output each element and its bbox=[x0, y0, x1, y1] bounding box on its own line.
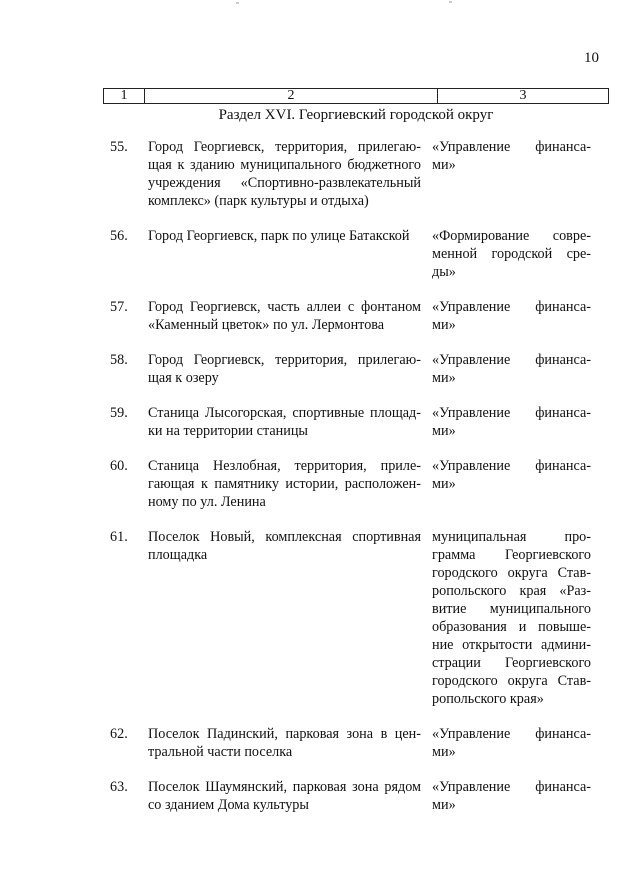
entry-description-line: Поселок Новый, комплексная спортивная bbox=[148, 529, 421, 545]
entry-program-line: витие муниципального bbox=[432, 601, 591, 617]
entry-description bbox=[148, 725, 429, 761]
entry-program-line: «Управление финанса- bbox=[432, 352, 591, 368]
entry-description-line: комплекс» (парк культуры и отдыха) bbox=[148, 193, 369, 209]
entry-program-line: ние открытости админи- bbox=[432, 637, 591, 653]
entry-program-line: «Управление финанса- bbox=[432, 405, 591, 421]
entry-description-line: щая к озеру bbox=[148, 370, 219, 386]
scan-mark bbox=[236, 2, 239, 4]
entry-program bbox=[429, 778, 591, 814]
entry-description-line: тральной части поселка bbox=[148, 744, 293, 760]
entry-program-line: ми» bbox=[432, 744, 456, 760]
entry-description-line: площадка bbox=[148, 547, 208, 563]
list-item bbox=[110, 227, 602, 281]
entry-program-line: «Формирование совре- bbox=[432, 228, 591, 244]
list-item bbox=[110, 725, 602, 761]
entry-description bbox=[148, 298, 429, 334]
entry-program-line: «Управление финанса- bbox=[432, 779, 591, 795]
entry-description-line: со зданием Дома культуры bbox=[148, 797, 309, 813]
entry-number: 58. bbox=[110, 352, 128, 368]
entry-number: 60. bbox=[110, 458, 128, 474]
entry-program bbox=[429, 138, 591, 210]
entry-program-line: «Управление финанса- bbox=[432, 299, 591, 315]
scan-mark bbox=[449, 1, 452, 3]
entry-program-line: ми» bbox=[432, 423, 456, 439]
entry-program-line: образования и повыше- bbox=[432, 619, 591, 635]
entry-number: 56. bbox=[110, 228, 128, 244]
entry-description-line: учреждения «Спортивно-развлекательный bbox=[148, 175, 421, 191]
entry-program-line: ропольского края «Раз- bbox=[432, 583, 591, 599]
list-item bbox=[110, 457, 602, 511]
entry-description-line: Станица Незлобная, территория, приле- bbox=[148, 458, 421, 474]
entry-program-line: «Управление финанса- bbox=[432, 139, 591, 155]
entry-number: 61. bbox=[110, 529, 128, 545]
entry-program bbox=[429, 528, 591, 708]
entry-description-line: щая к зданию муниципального бюджетного bbox=[148, 157, 421, 173]
entry-program bbox=[429, 404, 591, 440]
entry-number: 55. bbox=[110, 139, 128, 155]
entry-program-line: ми» bbox=[432, 370, 456, 386]
entry-description bbox=[148, 351, 429, 387]
entry-description bbox=[148, 404, 429, 440]
entry-program-line: ми» bbox=[432, 317, 456, 333]
entry-program-line: муниципальная про- bbox=[432, 529, 591, 545]
entry-program-line: менной городской сре- bbox=[432, 246, 591, 262]
entry-description-line: гающая к памятнику истории, расположен- bbox=[148, 476, 421, 492]
entry-program-line: ми» bbox=[432, 157, 456, 173]
list-item bbox=[110, 351, 602, 387]
list-item bbox=[110, 138, 602, 210]
entry-program-line: страции Георгиевского bbox=[432, 655, 591, 671]
entry-description-line: ки на территории станицы bbox=[148, 423, 308, 439]
entry-description-line: «Каменный цветок» по ул. Лермонтова bbox=[148, 317, 385, 333]
entry-number: 59. bbox=[110, 405, 128, 421]
entry-program bbox=[429, 725, 591, 761]
entry-program-line: «Управление финанса- bbox=[432, 726, 591, 742]
table-header-col-1: 1 bbox=[120, 88, 128, 103]
table-header-col-3: 3 bbox=[437, 89, 608, 103]
list-item bbox=[110, 528, 602, 708]
list-item bbox=[110, 404, 602, 440]
entry-program-line: ропольского края» bbox=[432, 691, 544, 707]
entry-description bbox=[148, 227, 429, 281]
entry-number: 63. bbox=[110, 779, 128, 795]
entry-program bbox=[429, 457, 591, 511]
list-item bbox=[110, 298, 602, 334]
entry-description-line: Станица Лысогорская, спортивные площад- bbox=[148, 405, 421, 421]
entry-description bbox=[148, 457, 429, 511]
entry-description-line: Город Георгиевск, парк по улице Батакской bbox=[148, 228, 410, 244]
entry-description-line: Город Георгиевск, часть аллеи с фонтаном bbox=[148, 299, 421, 315]
list-item bbox=[110, 778, 602, 814]
entry-description-line: Город Георгиевск, территория, прилегаю- bbox=[148, 139, 421, 155]
page-number: 10 bbox=[584, 50, 599, 66]
entry-program bbox=[429, 298, 591, 334]
entry-description bbox=[148, 778, 429, 814]
entry-program-line: ды» bbox=[432, 264, 456, 280]
entry-description bbox=[148, 528, 429, 708]
entry-number: 62. bbox=[110, 726, 128, 742]
entry-description-line: Поселок Шаумянский, парковая зона рядом bbox=[148, 779, 421, 795]
entry-program bbox=[429, 351, 591, 387]
entry-program-line: ми» bbox=[432, 797, 456, 813]
entry-program-line: ми» bbox=[432, 476, 456, 492]
entry-program-line: «Управление финанса- bbox=[432, 458, 591, 474]
entry-number: 57. bbox=[110, 299, 128, 315]
entry-description bbox=[148, 138, 429, 210]
entry-program bbox=[429, 227, 591, 281]
entries-list bbox=[110, 138, 602, 831]
entry-program-line: грамма Георгиевского bbox=[432, 547, 591, 563]
table-header-row bbox=[103, 88, 609, 104]
entry-description-line: ному по ул. Ленина bbox=[148, 494, 266, 510]
table-header-col-2: 2 bbox=[144, 89, 437, 103]
entry-program-line: городского округа Став- bbox=[432, 673, 591, 689]
entry-description-line: Город Георгиевск, территория, прилегаю- bbox=[148, 352, 421, 368]
section-title: Раздел XVI. Георгиевский городской округ bbox=[218, 107, 494, 123]
entry-description-line: Поселок Падинский, парковая зона в цен- bbox=[148, 726, 421, 742]
entry-program-line: городского округа Став- bbox=[432, 565, 591, 581]
